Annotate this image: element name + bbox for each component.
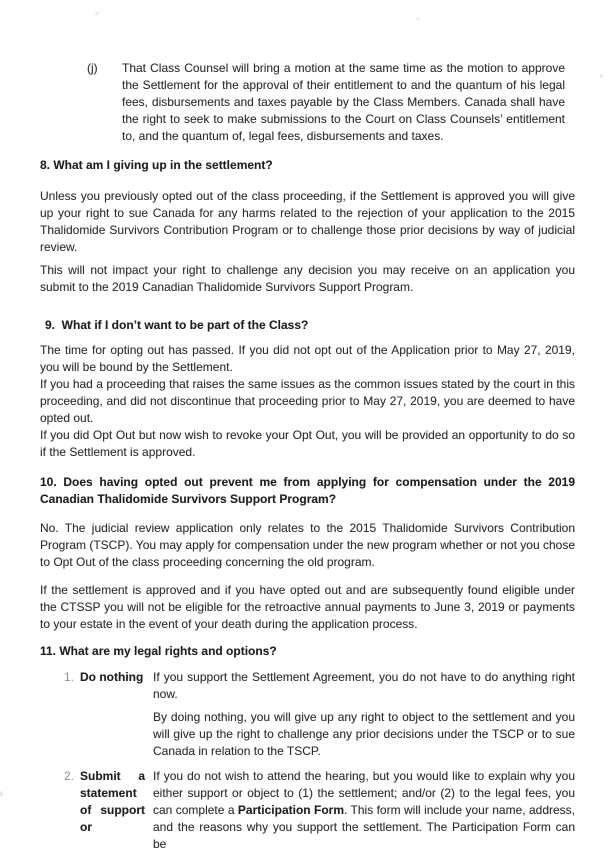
section-8-paragraph: This will not impact your right to challenge any decision you may receive on an application you submit to the 2019 Canadian Thalidomide Survivors Support Program. [40,263,575,294]
clause-item-j [87,60,565,145]
clause-j-marker: (j) [87,61,98,75]
scan-speck [600,74,603,78]
option-label: Submit a statement of support or [80,769,145,834]
section-9-heading: 9. What if I don’t want to be part of the Class? [45,318,309,332]
section-9-paragraph: The time for opting out has passed. If you did not opt out of the Application prior to May 27, 2019, you will be bound by the Settlement. [40,343,575,374]
option-paragraph-text: If you do not wish to attend the hearing, but you would like to explain why you either support or object to (1) the settlement; and/or (2) to the legal fees, you can complete a [153,769,575,817]
participation-form-bold-text: Participation Form [237,803,345,817]
document-content [40,57,575,853]
scan-speck [416,17,420,21]
option-body [153,768,575,853]
section-10-paragraph: No. The judicial review application only relates to the 2015 Thalidomide Survivors Contribution Program (TSCP). You may apply for compensation under the new program whether or not you chose to Opt Out of the class proceeding concerning the old program. [40,521,575,569]
option-paragraph-text: . This form will include your name, address, and the reasons why you support the settlement. The Participation Form can be [153,803,576,851]
scan-speck [95,12,99,15]
option-paragraph: By doing nothing, you will give up any right to object to the settlement and you will give up the right to challenge any prior decisions under the TSCP or to sue Canada in relation to the TSCP. [153,710,575,758]
section-10-paragraph: If the settlement is approved and if you have opted out and are subsequently found eligible under the CTSSP you will not be eligible for the retroactive annual payments to June 3, 2019 or payments to your estate in the event of your death during the application process. [40,583,575,631]
option-item-submit-statement [64,768,575,853]
option-number: 2. [64,769,75,783]
section-10-heading: 10. Does having opted out prevent me from applying for compensation under the 2019 Canadian Thalidomide Survivors Support Program? [40,475,575,506]
section-9-paragraph: If you did Opt Out but now wish to revoke your Opt Out, you will be provided an opportunity to do so if the Settlement is approved. [40,428,575,459]
option-number: 1. [64,670,75,684]
option-paragraph [153,768,575,853]
section-8-paragraph: Unless you previously opted out of the class proceeding, if the Settlement is approved you will give up your right to sue Canada for any harms related to the rejection of your application to the 2015 Thalidomide Survivors Contribution Program or to challenge those prior decisions by way of judicial review. [40,189,575,254]
option-body [153,669,575,760]
option-item-do-nothing [64,669,575,760]
option-label: Do nothing [80,670,144,684]
option-paragraph: If you support the Settlement Agreement, you do not have to do anything right now. [153,670,575,701]
legal-options-list [40,669,575,853]
scan-speck [0,791,3,797]
section-11-heading: 11. What are my legal rights and options? [40,644,277,658]
section-8-heading: 8. What am I giving up in the settlement? [40,158,273,172]
clause-j-text: That Class Counsel will bring a motion at the same time as the motion to approve the Settlement for the approval of their entitlement to and the quantum of his legal fees, disbursements and taxes payable by the Class Members. Canada shall have the right to seek to make submissions to the Court on Class Counsels’ entitlement to, and the quantum of, legal fees, disbursements and taxes. [122,61,565,143]
section-9-paragraph: If you had a proceeding that raises the same issues as the common issues stated by the court in this proceeding, and did not discontinue that proceeding prior to May 27, 2019, you are deemed to have opted out. [40,377,575,425]
